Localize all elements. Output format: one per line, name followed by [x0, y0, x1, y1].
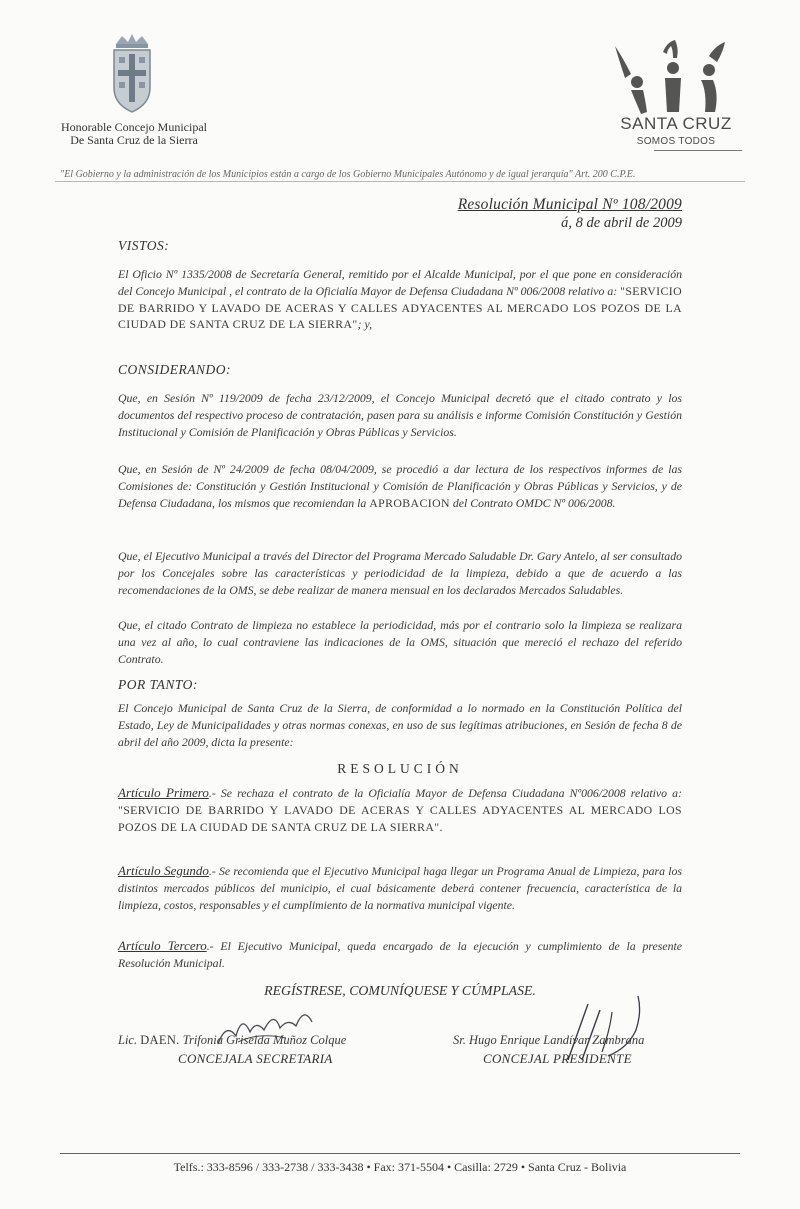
article-2 [118, 863, 682, 913]
portanto-paragraph: El Concejo Municipal de Santa Cruz de la Sierra, de conformidad a lo normado en la Constitución Política del Estado, Ley de Municipalidades y otras normas conexas, en uso de sus legítimas atribuciones, en Sesión de fecha 8 de abril del año 2009, dicta la presente: [118, 701, 682, 749]
article-3-text: .- El Ejecutivo Municipal, queda encargado de la ejecución y cumplimiento de la presente Resolución Municipal. [118, 939, 682, 970]
brand-tagline: SOMOS TODOS [636, 136, 716, 147]
article-1-label: Artículo Primero [118, 785, 209, 800]
left-signatory-name [118, 1033, 346, 1048]
left-prefix: Lic. [118, 1033, 141, 1047]
considerando-paragraph-1: Que, en Sesión Nº 119/2009 de fecha 23/12/2009, el Concejo Municipal decretó que el citado contrato y los documentos del respectivo proceso de contratación, pasen para su análisis e informe Comisión Constitución y Gestión Institucional y Comisión de Planificación y Obras Públicas y Servicios. [118, 391, 682, 439]
vistos-paragraph [118, 266, 682, 333]
brand-name: SANTA CRUZ [620, 114, 732, 133]
coat-of-arms-icon [108, 30, 156, 118]
article-2-label: Artículo Segundo [118, 863, 209, 878]
council-line-1: Honorable Concejo Municipal [61, 120, 207, 134]
considerando-paragraph-3: Que, el Ejecutivo Municipal a través del Director del Programa Mercado Saludable Dr. Gary Antelo, al ser consultado por los Concejales sobre las características y periodicidad de la limpieza, debido a que de acuerdo a las recomendaciones de la OMS, se debe realizar de manera mensual en los declarados Mercados Saludables. [118, 549, 682, 597]
article-1-quote: "SERVICIO DE BARRIDO Y LAVADO DE ACERAS Y CALLES ADYACENTES AL MERCADO LOS POZOS DE LA CIUDAD DE SANTA CRUZ DE LA SIERRA". [118, 802, 682, 834]
article-3 [118, 938, 682, 972]
right-signatory-role: CONCEJAL PRESIDENTE [483, 1051, 632, 1066]
council-name [50, 121, 218, 147]
header-divider [55, 181, 745, 182]
article-1 [118, 785, 682, 835]
considerando-paragraph-2 [118, 461, 682, 511]
footer-contact: Telfs.: 333-8596 / 333-2738 / 333-3438 • Fax: 371-5504 • Casilla: 2729 • Santa Cruz - Bolivia [173, 1160, 627, 1174]
closing-formula: REGÍSTRESE, COMUNÍQUESE Y CÚMPLASE. [264, 983, 536, 998]
vistos-quote: "SERVICIO DE BARRIDO Y LAVADO DE ACERAS Y CALLES ADYACENTES AL MERCADO LOS POZOS DE LA CIUDAD DE SANTA CRUZ DE LA SIERRA" [118, 283, 682, 332]
resolucion-heading: RESOLUCIÓN [337, 761, 463, 776]
resolution-title: Resolución Municipal Nº 108/2009 [457, 196, 682, 213]
tagline-underline [654, 150, 742, 151]
article-1-text: .- Se rechaza el contrato de la Oficialía Mayor de Defensa Ciudadana Nº006/2008 relativo a: [208, 786, 682, 800]
left-signatory-role: CONCEJALA SECRETARIA [178, 1051, 333, 1066]
considerando-2-tail: del Contrato OMDC Nº 006/2008. [449, 495, 616, 510]
article-2-text: .- Se recomienda que el Ejecutivo Municipal haga llegar un Programa Anual de Limpieza, para los distintos mercados públicos del municipio, el cual básicamente deberá contener frecuencia, característica de la limpieza, costos, responsables y el cumplimiento de la normativa municipal vigente. [118, 864, 682, 912]
considerando-paragraph-4: Que, el citado Contrato de limpieza no establece la periodicidad, más por el contrario solo la limpieza se realizara una vez al año, lo cual contraviene las indicaciones de la OMS, situación que mereció el rechazo del referido Contrato. [118, 618, 682, 666]
resolution-date: á, 8 de abril de 2009 [561, 215, 682, 231]
vistos-heading: VISTOS: [118, 238, 170, 253]
vistos-text: El Oficio Nº 1335/2008 de Secretaría General, remitido por el Alcalde Municipal, por el que pone en consideración del Concejo Municipal , el contrato de la Oficialía Mayor de Defensa Ciudadana Nº 006/2008 relativo a: [118, 267, 682, 298]
left-title: DAEN. [140, 1033, 180, 1047]
article-3-label: Artículo Tercero [118, 938, 207, 953]
council-line-2: De Santa Cruz de la Sierra [70, 133, 198, 147]
considerando-heading: CONSIDERANDO: [118, 362, 231, 377]
santa-cruz-logo-icon [605, 38, 745, 152]
footer-divider [60, 1153, 740, 1154]
vistos-tail: ; y, [357, 317, 373, 332]
right-signatory-name: Sr. Hugo Enrique Landívar Zambrana [453, 1033, 645, 1047]
left-name: Trifonia Griselda Muñoz Colque [179, 1033, 347, 1047]
constitution-quote: "El Gobierno y la administración de los Municipios están a cargo de los Gobierno Municipales Autónomo y de igual jerarquía" Art. 200 C.P.E. [60, 169, 636, 180]
considerando-2-aprobacion: APROBACION [369, 495, 450, 510]
considerando-2-text: Que, en Sesión de Nº 24/2009 de fecha 08/04/2009, se procedió a dar lectura de los respectivos informes de las Comisiones de: Constitución y Gestión Institucional y Comisión de Planificación y Obras Públicas y Servicios, y de Defensa Ciudadana, los mismos que recomiendan la [118, 462, 682, 510]
portanto-heading: POR TANTO: [118, 677, 198, 692]
